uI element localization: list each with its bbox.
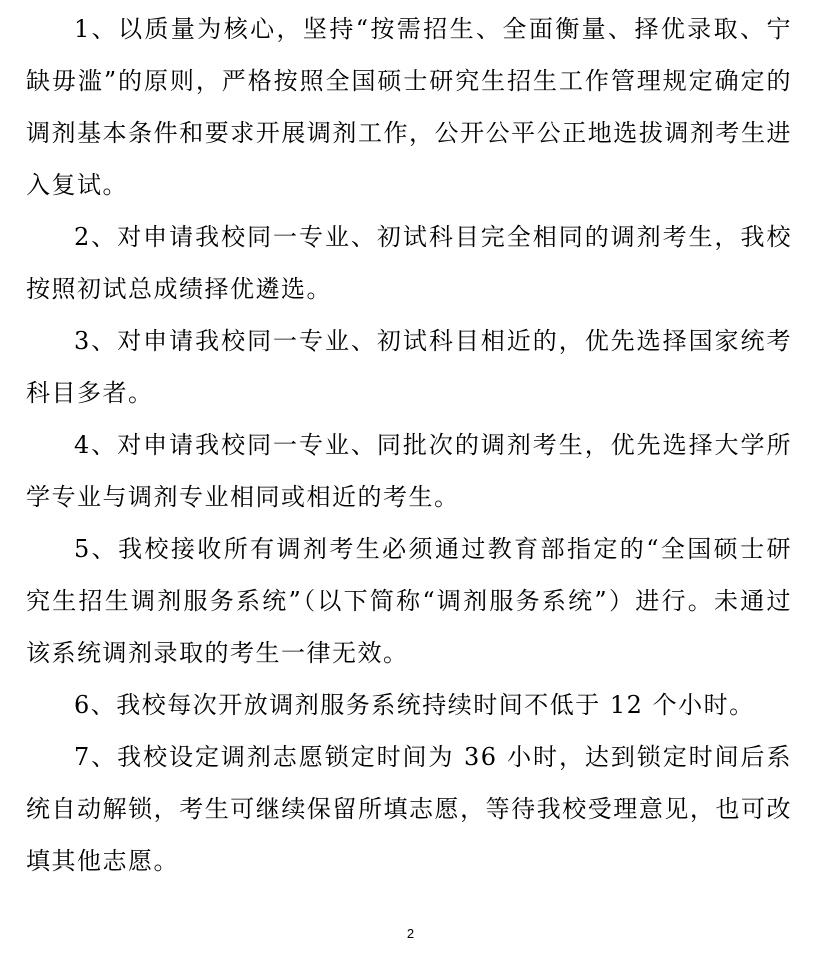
paragraph-2: 2、对申请我校同一专业、初试科目完全相同的调剂考生，我校按照初试总成绩择优遴选。 xyxy=(26,223,792,303)
paragraph-5: 5、我校接收所有调剂考生必须通过教育部指定的“全国硕士研究生招生调剂服务系统”（以下简称“调剂服务系统”）进行。未通过该系统调剂录取的考生一律无效。 xyxy=(26,535,792,667)
paragraph-3: 3、对申请我校同一专业、初试科目相近的，优先选择国家统考科目多者。 xyxy=(26,327,792,407)
page-number: 2 xyxy=(406,926,415,941)
document-body xyxy=(26,3,792,887)
document-page xyxy=(26,0,792,972)
paragraph-7: 7、我校设定调剂志愿锁定时间为 36 小时，达到锁定时间后系统自动解锁，考生可继续保留所填志愿，等待我校受理意见，也可改填其他志愿。 xyxy=(26,743,792,875)
paragraph-1: 1、以质量为核心，坚持“按需招生、全面衡量、择优录取、宁缺毋滥”的原则，严格按照全国硕士研究生招生工作管理规定确定的调剂基本条件和要求开展调剂工作，公开公平公正地选拔调剂考生进入复试。 xyxy=(26,15,792,199)
paragraph-6: 6、我校每次开放调剂服务系统持续时间不低于 12 个小时。 xyxy=(74,691,755,719)
paragraph-4: 4、对申请我校同一专业、同批次的调剂考生，优先选择大学所学专业与调剂专业相同或相近的考生。 xyxy=(26,431,792,511)
